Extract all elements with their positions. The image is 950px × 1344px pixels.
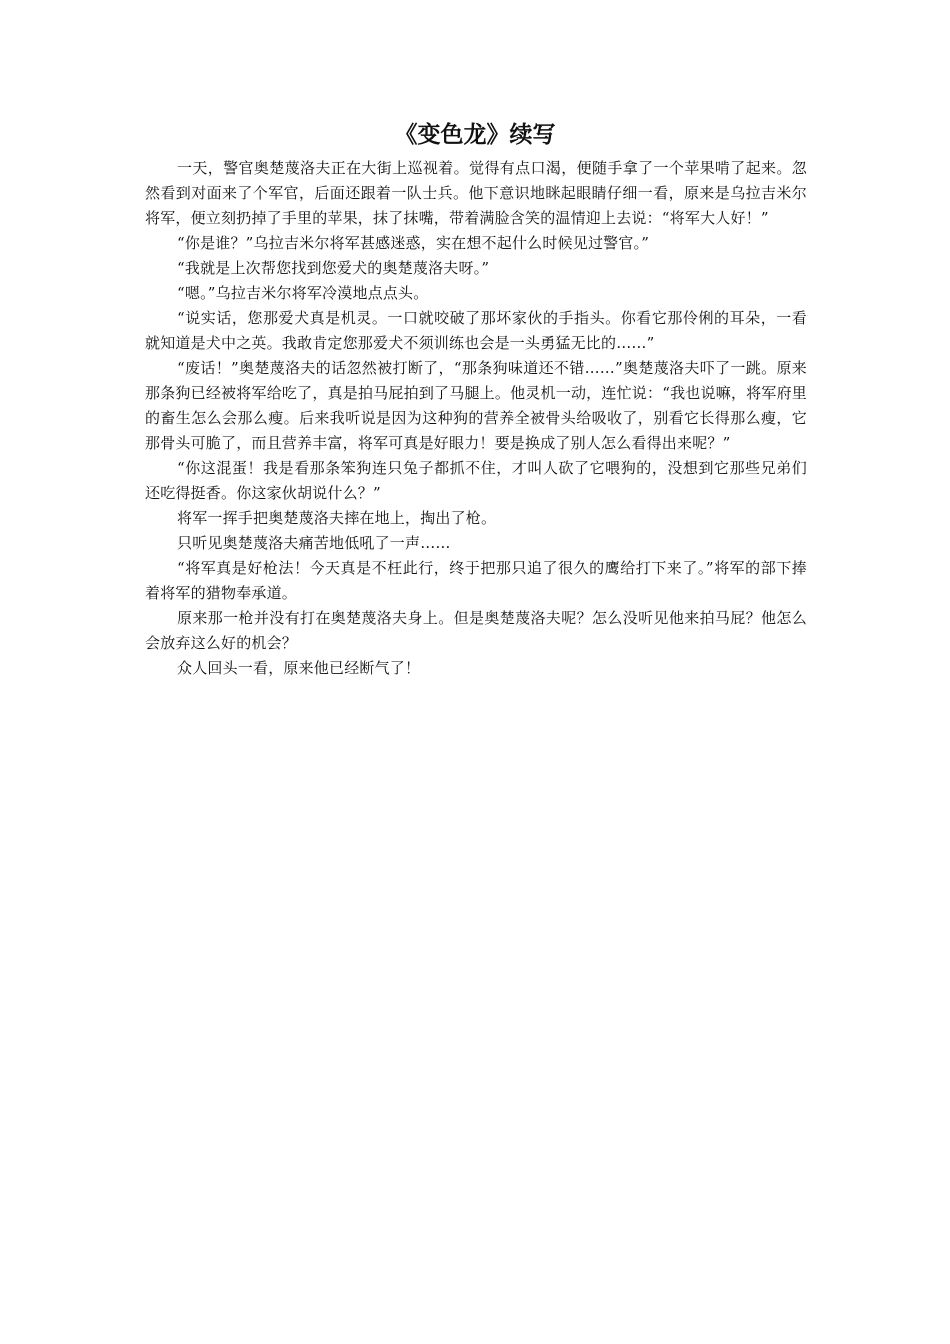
paragraph: 只听见奥楚蔑洛夫痛苦地低吼了一声…… [177, 534, 451, 552]
paragraph: 众人回头一看，原来他已经断气了！ [177, 659, 421, 677]
paragraph: “你这混蛋！我是看那条笨狗连只兔子都抓不住，才叫人砍了它喂狗的，没想到它那些兄弟们还吃得挺香。你这家伙胡说什么？” [145, 459, 807, 502]
document-title: 《变色龙》续写 [394, 122, 556, 148]
paragraph: “废话！”奥楚蔑洛夫的话忽然被打断了，“那条狗味道还不错……”奥楚蔑洛夫吓了一跳。原来那条狗已经被将军给吃了，真是拍马屁拍到了马腿上。他灵机一动，连忙说：“我也说嘛，将军府里的畜生怎么会那么瘦。后来我听说是因为这种狗的营养全被骨头给吸收了，别看它长得那么瘦，它那骨头可脆了，而且营养丰富，将军可真是好眼力！要是换成了别人怎么看得出来呢？” [145, 359, 807, 452]
document-body [145, 156, 807, 681]
paragraph: 原来那一枪并没有打在奥楚蔑洛夫身上。但是奥楚蔑洛夫呢？怎么没听见他来拍马屁？他怎么会放弃这么好的机会？ [145, 609, 807, 652]
paragraph: “你是谁？”乌拉吉米尔将军甚感迷惑，实在想不起什么时候见过警官。” [177, 234, 650, 252]
paragraph: “我就是上次帮您找到您爱犬的奥楚蔑洛夫呀。” [177, 259, 490, 277]
paragraph: “嗯。”乌拉吉米尔将军冷漠地点点头。 [177, 284, 429, 302]
paragraph: 将军一挥手把奥楚蔑洛夫摔在地上，掏出了枪。 [177, 509, 497, 527]
paragraph: “将军真是好枪法！今天真是不枉此行，终于把那只追了很久的鹰给打下来了。”将军的部下捧着将军的猎物奉承道。 [145, 559, 807, 602]
paragraph: 一天，警官奥楚蔑洛夫正在大街上巡视着。觉得有点口渴，便随手拿了一个苹果啃了起来。忽然看到对面来了个军官，后面还跟着一队士兵。他下意识地眯起眼睛仔细一看，原来是乌拉吉米尔将军，便立刻扔掉了手里的苹果，抹了抹嘴，带着满脸含笑的温情迎上去说：“将军大人好！” [145, 159, 807, 227]
paragraph: “说实话，您那爱犬真是机灵。一口就咬破了那坏家伙的手指头。你看它那伶俐的耳朵，一看就知道是犬中之英。我敢肯定您那爱犬不须训练也会是一头勇猛无比的……” [145, 309, 807, 352]
